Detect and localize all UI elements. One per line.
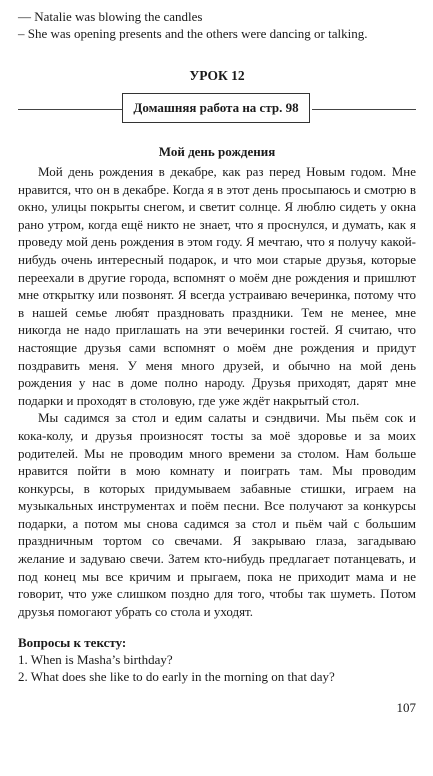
question-item: 2. What does she like to do early in the morning on that day? bbox=[18, 669, 335, 685]
divider-right bbox=[312, 109, 416, 110]
homework-banner bbox=[18, 93, 416, 125]
homework-box: Домашняя работа на стр. 98 bbox=[122, 93, 310, 123]
paragraph: Мой день рождения в декабре, как раз перед Новым годом. Мне нравится, что он в декабре. Когда я в этот день просыпаюсь и смотрю в окно, улицы покрыты снегом, и светит солнце. Я люблю сидеть у окна рано утром, когда ещё никто не знает, что я проснулся, и думать, как я проведу мой день рождения в этом году. Я мечтаю, что я получу какой-нибудь очень интересный подарок, и что мои старые друзья, которые переехали в другие города, вспомнят о моём дне рождения и пришлют мне открытку или позвонят. Я всегда устраиваю вечеринка, потому что в нашей семье любят праздновать праздники. Тем не менее, мне никогда не надо приглашать на эти вечеринки гостей. Я считаю, что настоящие друзья сами вспомнят о моём дне рождения и придут поздравить меня. У меня много друзей, и обычно на мой день рождения у нас в доме полно народу. Друзья приходят, дарят мне подарки и проходят в столовую, где уже ждёт накрытый стол. bbox=[18, 164, 416, 408]
divider-left bbox=[18, 109, 122, 110]
dialogue-line: – She was opening presents and the others were dancing or talking. bbox=[18, 26, 368, 41]
page-number: 107 bbox=[396, 700, 416, 715]
page-content bbox=[18, 8, 416, 685]
lesson-heading: УРОК 12 bbox=[189, 68, 245, 83]
text-title: Мой день рождения bbox=[158, 144, 276, 159]
question-item: 1. When is Masha’s birthday? bbox=[18, 652, 173, 668]
dialogue-line: — Natalie was blowing the candles bbox=[18, 9, 203, 24]
questions-heading: Вопросы к тексту: bbox=[18, 635, 127, 651]
paragraph: Мы садимся за стол и едим салаты и сэндвичи. Мы пьём сок и кока-колу, и друзья произносят тосты за моё здоровье и за моих родителей. Мы не проводим много времени за столом. Нам больше нравится пойти в мою комнату и поиграть там. Мы проводим конкурсы, в которых придумываем забавные стишки, играем на музыкальных инструментах и поём песни. Все получают за конкурсы подарки, а потом мы снова садимся за стол и пьём чай с большим праздничным тортом со свечами. Я закрываю глаза, загадываю желание и задуваю свечи. Затем кто-нибудь предлагает потанцевать, и под конец мы все кричим и прыгаем, пока не приходит мама и не говорит, что уже слишком поздно для того, чтобы так шуметь. Потом друзья помогают убрать со стола и уходят. bbox=[18, 410, 416, 619]
